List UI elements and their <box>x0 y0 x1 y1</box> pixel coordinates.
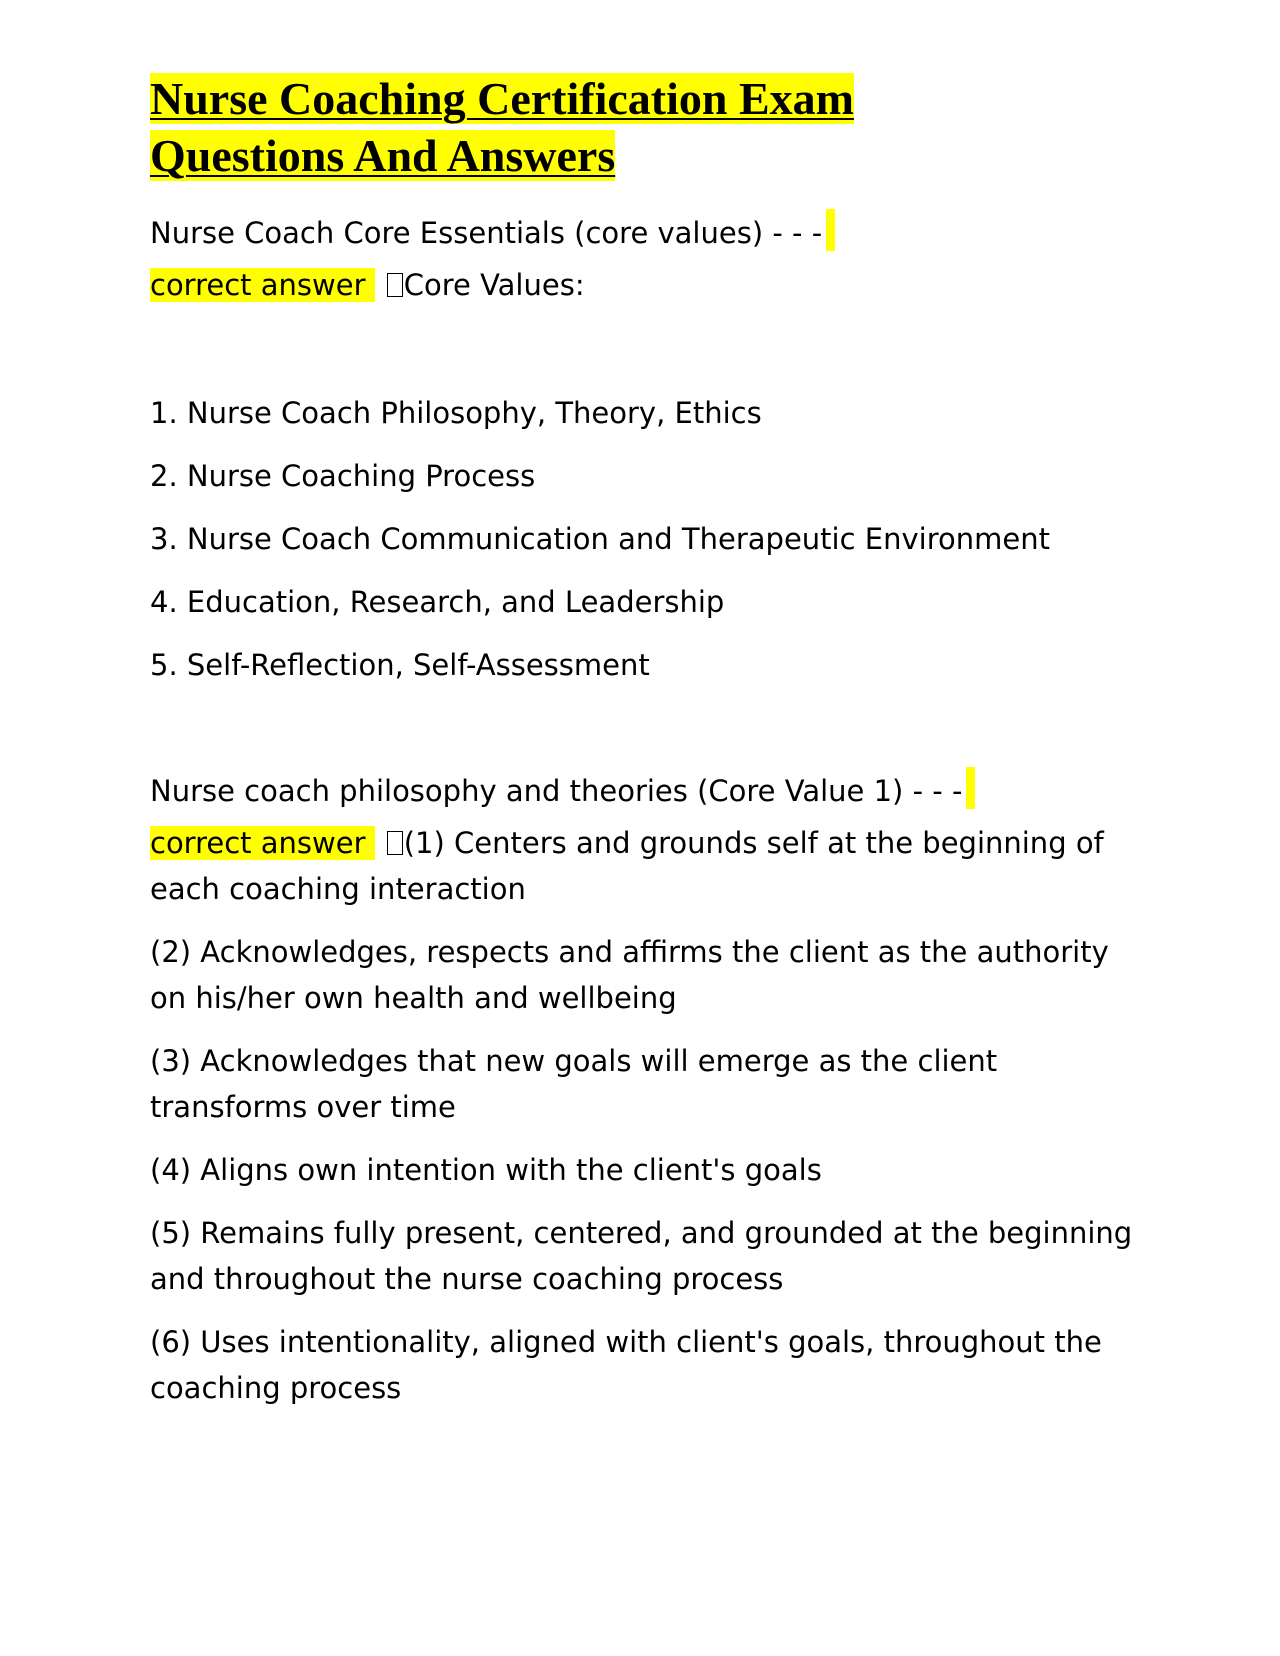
highlight-marker <box>826 209 835 251</box>
document-title <box>150 70 1130 184</box>
answer-intro: Core Values: <box>403 268 585 302</box>
correct-answer-label: correct answer <box>150 268 375 302</box>
answer-line <box>150 260 1130 310</box>
answer-item: (6) Uses intentionality, aligned with client's goals, throughout the <box>150 1325 1102 1359</box>
answer-item: (5) Remains fully present, centered, and grounded at the beginning <box>150 1216 1133 1250</box>
answer-line <box>150 818 1130 868</box>
list-item: 3. Nurse Coach Communication and Therapeutic Environment <box>150 522 1050 556</box>
correct-answer-label: correct answer <box>150 826 375 860</box>
answer-item-cont: coaching process <box>150 1371 402 1405</box>
answer-item: (2) Acknowledges, respects and affirms the client as the authority <box>150 935 1109 969</box>
missing-glyph-icon <box>387 273 403 297</box>
document-body <box>150 70 1133 1413</box>
highlight-marker <box>966 767 975 809</box>
answer-text-continued: each coaching interaction <box>150 872 526 906</box>
answer-item: (4) Aligns own intention with the client's goals <box>150 1153 822 1187</box>
list-item: 4. Education, Research, and Leadership <box>150 585 725 619</box>
question-text: Nurse coach philosophy and theories (Core Value 1) - - - <box>150 766 1130 816</box>
list-item: 2. Nurse Coaching Process <box>150 459 536 493</box>
title-line-2: Questions And Answers <box>150 130 616 181</box>
answer-text: (1) Centers and grounds self at the beginning of <box>403 826 1104 860</box>
question-block-1 <box>150 208 1130 690</box>
question-text: Nurse Coach Core Essentials (core values) - - - <box>150 208 1130 258</box>
answer-item: (3) Acknowledges that new goals will emerge as the client <box>150 1044 998 1078</box>
list-item: 5. Self-Reflection, Self-Assessment <box>150 648 650 682</box>
answer-item-cont: on his/her own health and wellbeing <box>150 981 677 1015</box>
answer-item-cont: and throughout the nurse coaching process <box>150 1262 784 1296</box>
answer-item-cont: transforms over time <box>150 1090 456 1124</box>
missing-glyph-icon <box>387 831 403 855</box>
list-item: 1. Nurse Coach Philosophy, Theory, Ethics <box>150 396 762 430</box>
title-line-1: Nurse Coaching Certification Exam <box>150 73 854 124</box>
question-block-2 <box>150 766 1133 1413</box>
